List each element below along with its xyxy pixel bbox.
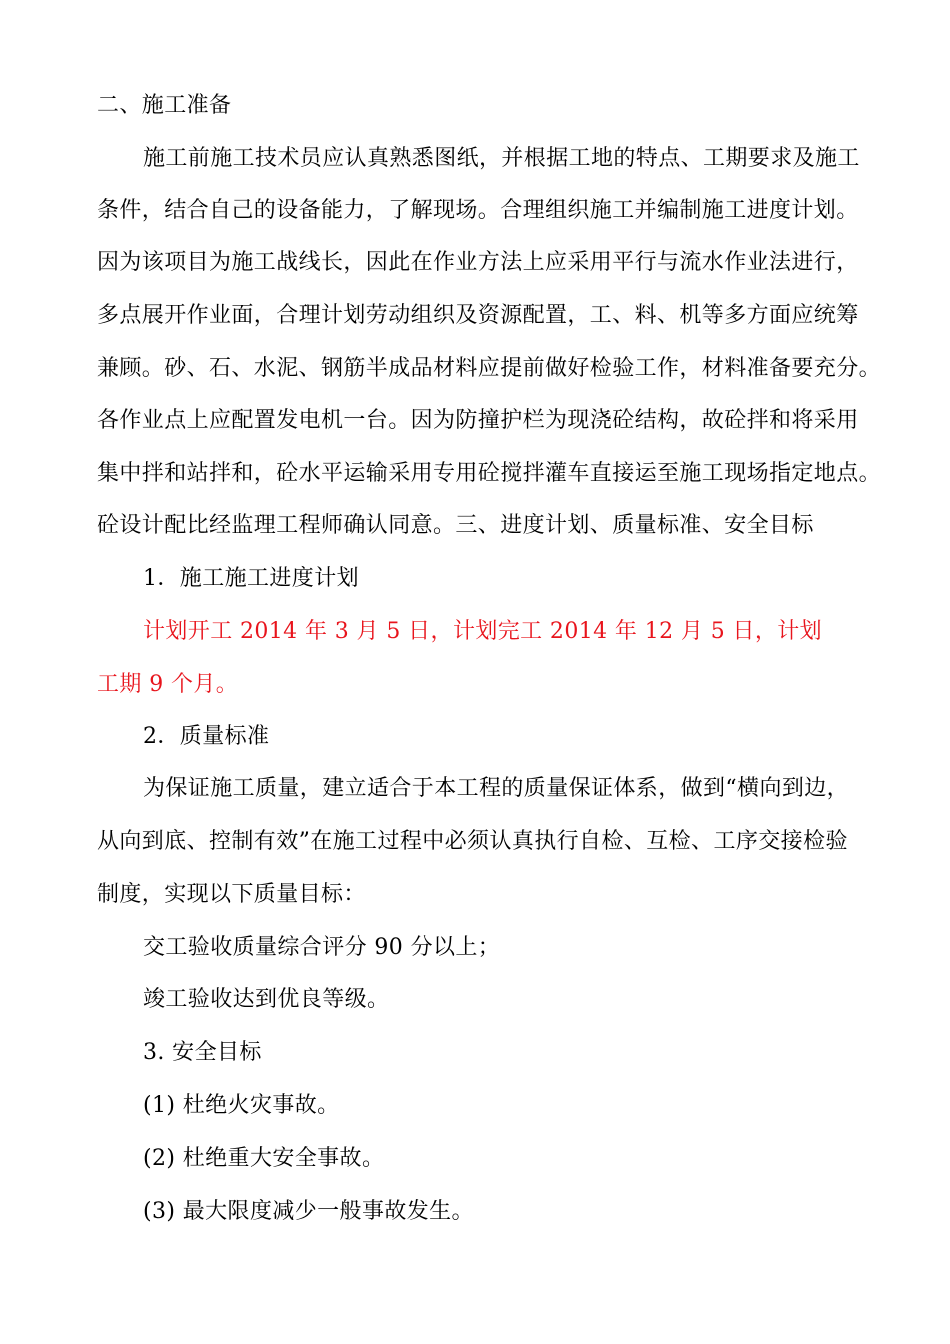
subheading-quality: 2．质量标准 bbox=[143, 724, 270, 749]
paragraph-line: 制度，实现以下质量目标： bbox=[97, 882, 366, 907]
safety-item: (3) 最大限度减少一般事故发生。 bbox=[143, 1199, 474, 1224]
safety-item: (1) 杜绝火灾事故。 bbox=[143, 1093, 340, 1118]
paragraph-line: 集中拌和站拌和，砼水平运输采用专用砼搅拌灌车直接运至施工现场指定地点。 bbox=[97, 461, 882, 486]
paragraph-line: 从向到底、控制有效”在施工过程中必须认真执行自检、互检、工序交接检验 bbox=[97, 829, 848, 854]
schedule-text-highlighted: 工期 9 个月。 bbox=[97, 672, 239, 697]
paragraph-line: 多点展开作业面，合理计划劳动组织及资源配置，工、料、机等多方面应统筹 bbox=[97, 303, 859, 328]
safety-item: (2) 杜绝重大安全事故。 bbox=[143, 1146, 385, 1171]
quality-goal: 竣工验收达到优良等级。 bbox=[143, 987, 390, 1012]
paragraph-line: 条件，结合自己的设备能力，了解现场。合理组织施工并编制施工进度计划。 bbox=[97, 198, 859, 223]
paragraph-line: 兼顾。砂、石、水泥、钢筋半成品材料应提前做好检验工作，材料准备要充分。 bbox=[97, 356, 882, 381]
quality-goal: 交工验收质量综合评分 90 分以上； bbox=[143, 935, 501, 960]
paragraph-line: 因为该项目为施工战线长，因此在作业方法上应采用平行与流水作业法进行， bbox=[97, 250, 859, 275]
section-heading-preparation: 二、施工准备 bbox=[97, 93, 232, 118]
schedule-text-highlighted: 计划开工 2014 年 3 月 5 日，计划完工 2014 年 12 月 5 日，计划 bbox=[143, 619, 823, 644]
paragraph-line: 各作业点上应配置发电机一台。因为防撞护栏为现浇砼结构，故砼拌和将采用 bbox=[97, 408, 859, 433]
paragraph-line: 砼设计配比经监理工程师确认同意。三、进度计划、质量标准、安全目标 bbox=[97, 513, 814, 538]
paragraph-line: 为保证施工质量，建立适合于本工程的质量保证体系，做到“横向到边， bbox=[143, 776, 850, 801]
subheading-safety: 3. 安全目标 bbox=[143, 1040, 262, 1065]
subheading-schedule: 1．施工施工进度计划 bbox=[143, 566, 359, 591]
paragraph-line: 施工前施工技术员应认真熟悉图纸，并根据工地的特点、工期要求及施工 bbox=[143, 146, 860, 171]
